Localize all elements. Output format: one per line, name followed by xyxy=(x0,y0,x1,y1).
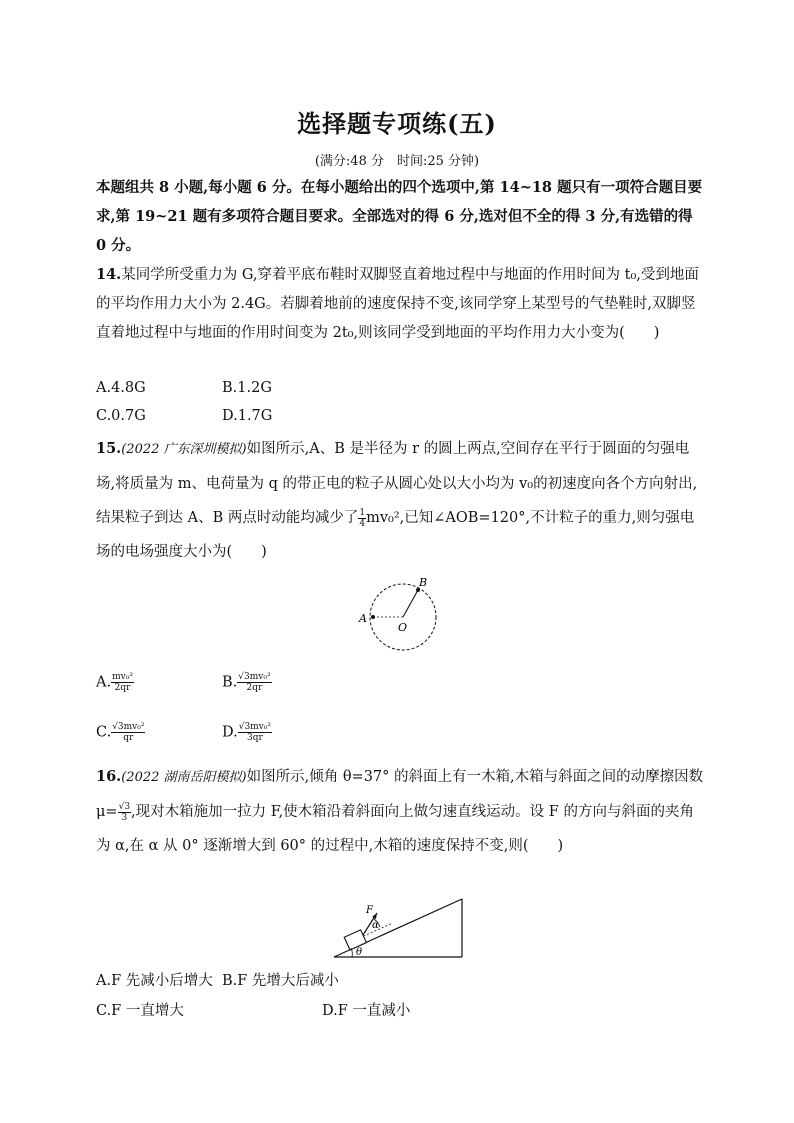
option-d: D.1.7G xyxy=(222,408,273,424)
fraction: $\frac{1}{4}$ xyxy=(359,507,366,529)
question-text: 如图所示,A、B 是半径为 r 的圆上两点,空间存在平行于圆面的匀强电场,将质量为 m、电荷量为 q 的带正电的粒子从圆心处以大小均为 v₀的初速度向各个方向射出,结果粒子到达 A、B 两点时动能均减少了 xyxy=(96,441,698,526)
question-text: 如图所示,倾角 θ=37° 的斜面上有一木箱,木箱与斜面之间的动摩擦因数 μ= xyxy=(96,769,704,820)
question-15 xyxy=(96,432,706,569)
option-b: B.F 先增大后减小 xyxy=(222,973,339,989)
option-b: B. $\frac{\text{√3mv₀²}}{2qr}$ xyxy=(222,672,271,693)
question-14 xyxy=(96,260,706,348)
option-b: B.1.2G xyxy=(222,380,272,396)
question-source: (2022 湖南岳阳模拟) xyxy=(121,770,247,785)
label-b: B xyxy=(419,576,428,589)
option-a: A.F 先减小后增大 xyxy=(96,973,213,989)
option-d: D.F 一直减小 xyxy=(322,1003,411,1019)
label-f: F xyxy=(366,905,373,916)
page-subtitle: (满分:48 分 时间:25 分钟) xyxy=(314,154,480,169)
question-text-cont: ,现对木箱施加一拉力 F,使木箱沿着斜面向上做匀速直线运动。设 F 的方向与斜面的夹角为 α,在 α 从 0° 逐渐增大到 60° 的过程中,木箱的速度保持不变,则( ) xyxy=(96,804,694,854)
option-d: D. $\frac{\text{√3mv₀²}}{3qr}$ xyxy=(222,722,272,743)
circle-figure xyxy=(356,574,440,654)
label-o: O xyxy=(398,621,408,634)
option-c: C.F 一直增大 xyxy=(96,1003,184,1019)
question-number: 15. xyxy=(96,440,122,457)
question-number: 16. xyxy=(96,768,122,785)
incline-figure xyxy=(330,895,466,961)
option-a: A. $\frac{\text{mv₀²}}{2qr}$ xyxy=(96,672,133,693)
fraction: $\frac{√3}{3}$ xyxy=(118,801,131,823)
question-number: 14. xyxy=(96,266,122,283)
question-source: (2022 广东深圳模拟) xyxy=(121,442,247,457)
question-text-cont: mv₀²,已知∠AOB=120°,不计粒子的重力,则匀强电场的电场强度大小为( ) xyxy=(96,510,695,560)
label-a: A xyxy=(359,612,367,625)
option-a: A.4.8G xyxy=(96,380,146,396)
label-theta: θ xyxy=(356,947,363,958)
option-c: C. $\frac{\text{√3mv₀²}}{qr}$ xyxy=(96,722,145,743)
option-c: C.0.7G xyxy=(96,408,146,424)
label-alpha: α xyxy=(372,920,379,931)
question-16 xyxy=(96,760,706,863)
page-title: 选择题专项练(五) xyxy=(297,109,497,138)
question-text: 某同学所受重力为 G,穿着平底布鞋时双脚竖直着地过程中与地面的作用时间为 t₀,受到地面的平均作用力大小为 2.4G。若脚着地前的速度保持不变,该同学穿上某型号的气垫鞋时,双脚竖直着地过程中与地面的作用时间变为 2t₀,则该同学受到地面的平均作用力大小变为( ) xyxy=(96,267,699,341)
section-intro: 本题组共 8 小题,每小题 6 分。在每小题给出的四个选项中,第 14~18 题只有一项符合题目要求,第 19~21 题有多项符合题目要求。全部选对的得 6 分,选对但不全的得 3 分,有选错的得 0 分。 xyxy=(96,179,703,254)
